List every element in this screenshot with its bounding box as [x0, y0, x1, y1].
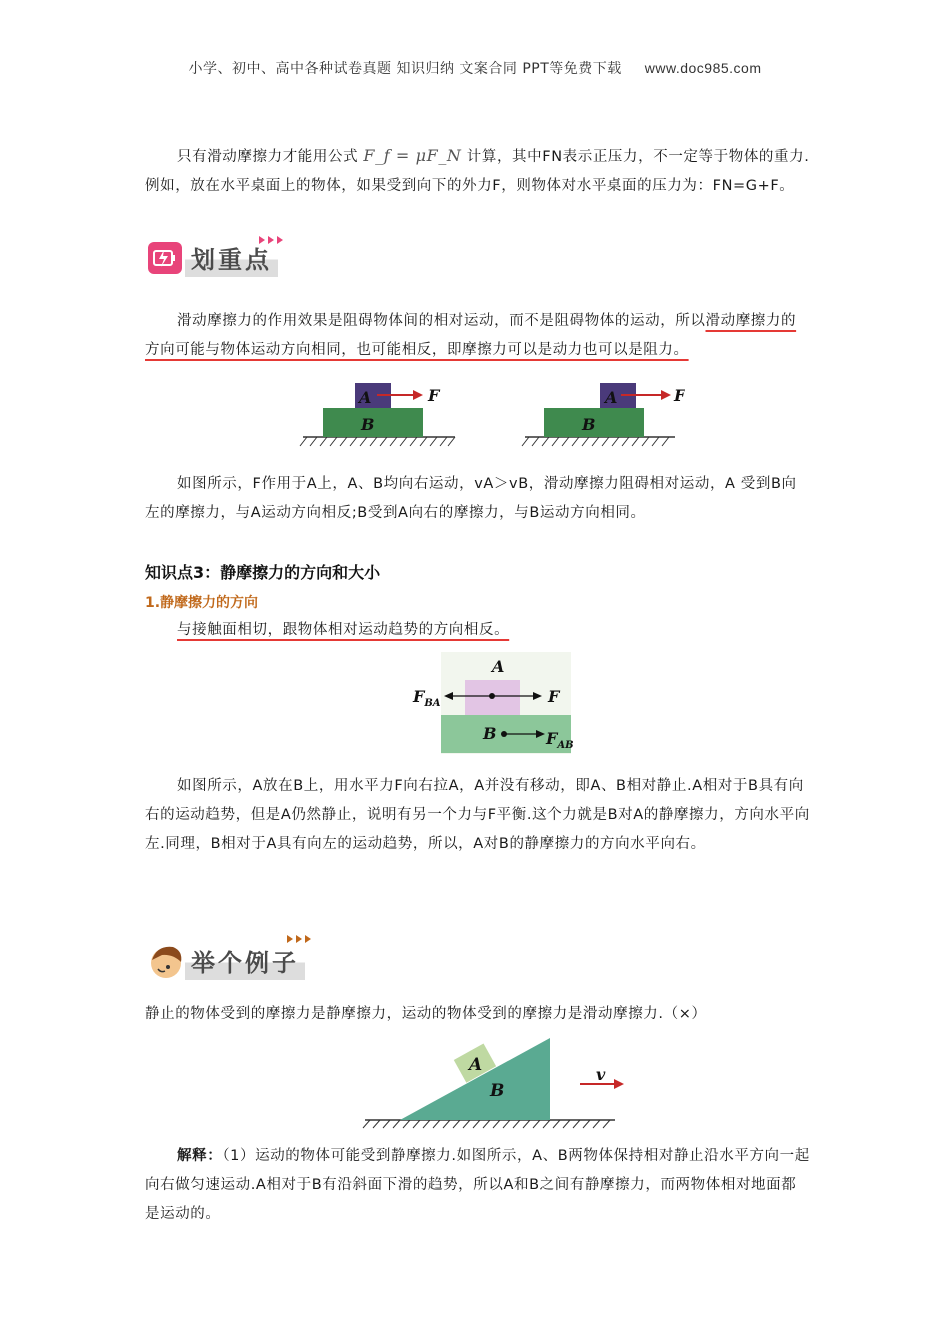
label-b-right: B	[582, 415, 596, 434]
mascot-icon	[147, 942, 185, 980]
arrows-icon	[257, 234, 287, 246]
figure-incline	[360, 1034, 640, 1129]
label-a-left: A	[359, 388, 372, 407]
label-fab: $F_{AB}$	[546, 729, 574, 751]
p1-text-b: 计算，其中FN表示正压力，不一定等于物体的重力.例如，放在水平桌面上的物体，如果受到向下的外力F，则物体对水平桌面的压力为：FN=G+F。	[145, 149, 810, 194]
label-a-incline: A	[469, 1055, 483, 1075]
friction-formula: F_f = μF_N	[363, 146, 462, 165]
figure-static-friction	[408, 652, 578, 754]
header-url[interactable]: www.doc985.com	[644, 60, 762, 76]
label-f-left: F	[428, 386, 440, 405]
paragraph-key-point	[145, 307, 810, 365]
lightning-icon	[147, 239, 185, 277]
static-rule-text: 与接触面相切，跟物体相对运动趋势的方向相反。	[177, 622, 510, 638]
page-header	[0, 58, 950, 78]
paragraph-figure1-explain: 如图所示，F作用于A上，A、B均向右运动，vA＞vB，滑动摩擦力阻碍相对运动，A 受到B向左的摩擦力，与A运动方向相反;B受到A向右的摩擦力，与B运动方向相同。	[145, 476, 797, 521]
label-v: v	[596, 1065, 606, 1084]
paragraph-explanation	[145, 1142, 810, 1229]
label-a-right: A	[605, 388, 618, 407]
figure-sliding-blocks	[295, 375, 685, 450]
label-b-left: B	[361, 415, 375, 434]
label-f: F	[548, 687, 560, 706]
p1-text-a: 只有滑动摩擦力才能用公式	[177, 149, 359, 165]
label-b-incline: B	[490, 1081, 505, 1101]
label-b: B	[483, 724, 497, 743]
section-title: 知识点3：静摩擦力的方向和大小	[145, 563, 381, 582]
label-a: A	[492, 657, 505, 676]
highlight-badge	[147, 238, 278, 277]
example-badge	[147, 941, 305, 980]
header-text: 小学、初中、高中各种试卷真题 知识归纳 文案合同 PPT等免费下载	[188, 61, 622, 77]
paragraph-formula	[145, 141, 810, 201]
p2-underlined: 滑动摩擦力的方向可能与物体运动方向相同，也可能相反，即摩擦力可以是动力也可以是阻力。	[145, 313, 797, 358]
label-f-right: F	[674, 386, 685, 405]
badge-title: 划重点	[185, 238, 278, 277]
paragraph-static-rule	[145, 616, 810, 645]
subsection-title: 1.静摩擦力的方向	[145, 595, 259, 611]
badge2-title: 举个例子	[185, 941, 305, 980]
paragraph-example: 静止的物体受到的摩擦力是静摩擦力，运动的物体受到的摩擦力是滑动摩擦力.（×）	[145, 1006, 707, 1022]
p2-text: 滑动摩擦力的作用效果是阻碍物体间的相对运动，而不是阻碍物体的运动，所以	[177, 313, 706, 329]
arrows-icon-2	[285, 933, 315, 945]
paragraph-figure2-explain: 如图所示，A放在B上，用水平力F向右拉A，A并没有移动，即A、B相对静止.A相对于B具有向右的运动趋势，但是A仍然静止，说明有另一个力与F平衡.这个力就是B对A的静摩擦力，方向水平向左.同理，B相对于A具有向左的运动趋势，所以，A对B的静摩擦力的方向水平向右。	[145, 778, 810, 852]
label-fba: $F_{BA}$	[413, 687, 441, 709]
explanation-label: 解释：	[177, 1148, 223, 1164]
explanation-text: （1）运动的物体可能受到静摩擦力.如图所示，A、B两物体保持相对静止沿水平方向一起向右做匀速运动.A相对于B有沿斜面下滑的趋势，所以A和B之间有静摩擦力，而两物体相对地面都是运动的。	[145, 1148, 810, 1222]
